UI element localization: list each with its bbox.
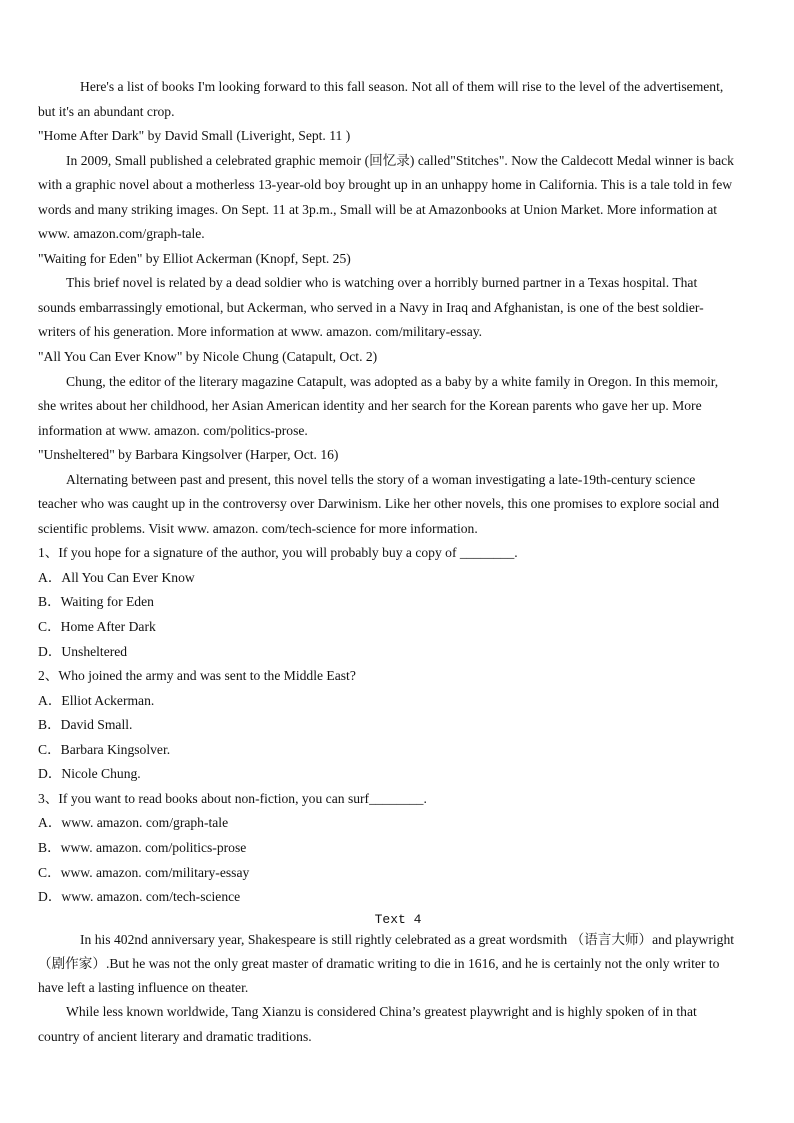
text-line: have left a lasting influence on theater. bbox=[38, 980, 249, 996]
answer-option: A．www. amazon. com/graph-tale bbox=[38, 815, 229, 831]
text-line: "All You Can Ever Know" by Nicole Chung (Catapult, Oct. 2) bbox=[38, 349, 378, 365]
book-title bbox=[38, 247, 758, 272]
answer-option: D．www. amazon. com/tech-science bbox=[38, 889, 241, 905]
text-line: but it's an abundant crop. bbox=[38, 103, 175, 119]
text-line: sounds embarrassingly emotional, but Ackerman, who served in a Navy in Iraq and Afghanistan, is one of the best soldier- bbox=[38, 299, 704, 315]
answer-option: C．Home After Dark bbox=[38, 619, 156, 635]
text-line: www. amazon.com/graph-tale. bbox=[38, 226, 205, 242]
text-line: scientific problems. Visit www. amazon. com/tech-science for more information. bbox=[38, 520, 478, 536]
answer-option: D．Unsheltered bbox=[38, 643, 128, 659]
answer-option: B．Waiting for Eden bbox=[38, 594, 154, 610]
text-line: While less known worldwide, Tang Xianzu is considered China’s greatest playwright and is highly spoken of in that bbox=[66, 1004, 697, 1020]
text-line: she writes about her childhood, her Asian American identity and her search for the Korean parents who gave her up. More bbox=[38, 398, 702, 414]
paragraph bbox=[38, 1000, 758, 1049]
text-line: In 2009, Small published a celebrated graphic memoir (回忆录) called"Stitches". Now the Caldecott Medal winner is back bbox=[66, 152, 734, 168]
text-line: words and many striking images. On Sept. 11 at 3p.m., Small will be at Amazonbooks at Union Market. More information at bbox=[38, 201, 718, 217]
text-line: Here's a list of books I'm looking forward to this fall season. Not all of them will rise to the level of the advertisement, bbox=[80, 79, 724, 94]
text-line: In his 402nd anniversary year, Shakespeare is still rightly celebrated as a great wordsmith （语言大师）and playwright bbox=[80, 931, 735, 947]
answer-option: B．David Small. bbox=[38, 717, 133, 733]
text-line: "Unsheltered" by Barbara Kingsolver (Harper, Oct. 16) bbox=[38, 447, 339, 463]
text-line: This brief novel is related by a dead soldier who is watching over a horribly burned partner in a Texas hospital. That bbox=[66, 275, 698, 291]
section-heading: Text 4 bbox=[374, 911, 422, 927]
paragraph bbox=[38, 468, 758, 542]
text-line: Chung, the editor of the literary magazine Catapult, was adopted as a baby by a white family in Oregon. In this memoir, bbox=[66, 373, 719, 389]
question-stem: 2、Who joined the army and was sent to the Middle East? bbox=[38, 668, 356, 684]
paragraph bbox=[38, 928, 758, 1001]
text-line: country of ancient literary and dramatic traditions. bbox=[38, 1028, 312, 1044]
paragraph bbox=[38, 271, 758, 345]
question-2 bbox=[38, 664, 758, 787]
paragraph bbox=[38, 370, 758, 444]
text-line: teacher who was caught up in the controversy over Darwinism. Like her other novels, this one promises to explore social and bbox=[38, 496, 720, 512]
book-title bbox=[38, 124, 758, 149]
text-line: writers of his generation. More information at www. amazon. com/military-essay. bbox=[38, 324, 483, 340]
answer-option: A．Elliot Ackerman. bbox=[38, 692, 155, 708]
text-line: with a graphic novel about a motherless 13-year-old boy brought up in an unhappy home in California. This is a tale told in few bbox=[38, 177, 733, 193]
text-line: （剧作家）.But he was not the only great master of dramatic writing to die in 1616, and he is certainly not the only writer to bbox=[38, 955, 720, 971]
answer-option: B．www. amazon. com/politics-prose bbox=[38, 839, 247, 855]
question-stem: 1、If you hope for a signature of the author, you will probably buy a copy of ________. bbox=[38, 545, 518, 561]
answer-option: C．www. amazon. com/military-essay bbox=[38, 864, 250, 880]
book-title bbox=[38, 443, 758, 468]
questions bbox=[38, 541, 758, 909]
text-line: "Home After Dark" by David Small (Liveright, Sept. 11 ) bbox=[38, 128, 351, 144]
answer-option: A．All You Can Ever Know bbox=[38, 569, 195, 585]
text-line: Alternating between past and present, this novel tells the story of a woman investigating a late-19th-century science bbox=[66, 471, 696, 487]
document-page bbox=[38, 75, 758, 1049]
question-stem: 3、If you want to read books about non-fiction, you can surf________. bbox=[38, 790, 427, 806]
text-line: "Waiting for Eden" by Elliot Ackerman (Knopf, Sept. 25) bbox=[38, 250, 351, 266]
answer-option: C．Barbara Kingsolver. bbox=[38, 741, 171, 757]
paragraph bbox=[38, 149, 758, 247]
book-title bbox=[38, 345, 758, 370]
text-4-section bbox=[38, 911, 758, 1049]
question-3 bbox=[38, 787, 758, 910]
question-1 bbox=[38, 541, 758, 664]
passage bbox=[38, 75, 758, 541]
paragraph bbox=[38, 75, 758, 124]
answer-option: D．Nicole Chung. bbox=[38, 766, 141, 782]
text-line: information at www. amazon. com/politics-prose. bbox=[38, 422, 308, 438]
